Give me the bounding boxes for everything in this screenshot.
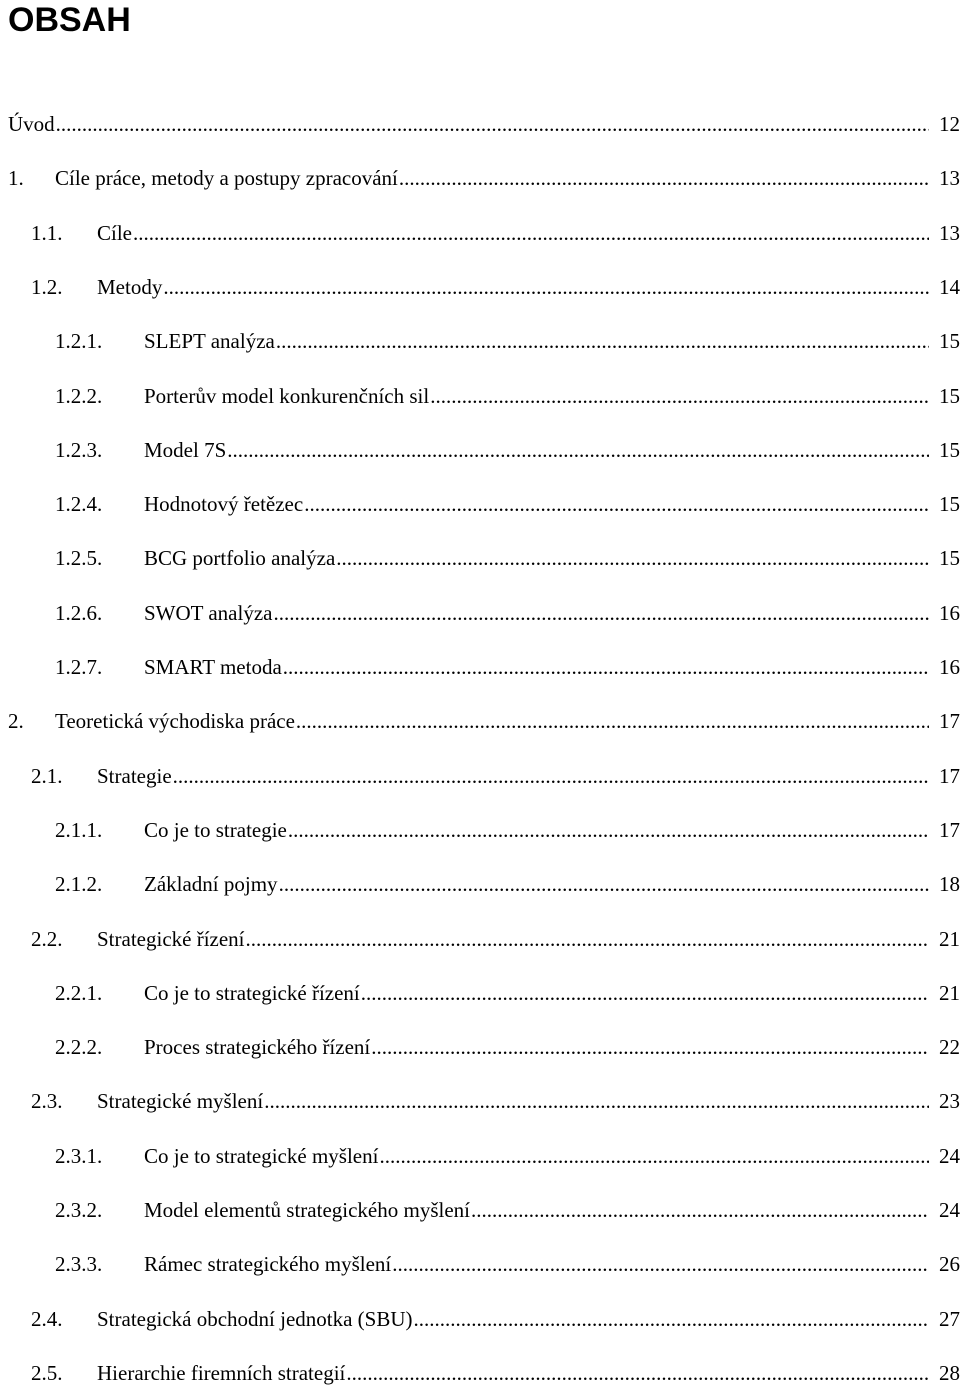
toc-entry-page-number: 15 bbox=[939, 492, 960, 517]
toc-entry-number: 1.2.4. bbox=[55, 492, 103, 517]
toc-entry-page-number: 18 bbox=[939, 872, 960, 897]
toc-entry-number: 1.2.6. bbox=[55, 600, 103, 625]
toc-entry-line bbox=[97, 260, 960, 314]
toc-entry-label: Strategická obchodní jednotka (SBU) bbox=[97, 1306, 413, 1331]
toc-entry-label: Hierarchie firemních strategií bbox=[97, 1360, 346, 1385]
toc-entry-number: 1.2.2. bbox=[55, 383, 103, 408]
toc-entry-line bbox=[55, 151, 960, 205]
toc-entry[interactable] bbox=[0, 912, 960, 966]
dot-leader bbox=[471, 1183, 929, 1237]
dot-leader bbox=[56, 97, 929, 151]
toc-entry[interactable] bbox=[0, 97, 960, 151]
toc-entry-label: Základní pojmy bbox=[144, 872, 278, 897]
toc-entry-number: 1.2.3. bbox=[55, 437, 103, 462]
toc-entry-number: 1. bbox=[8, 166, 24, 191]
toc-entry-line bbox=[144, 531, 960, 585]
toc-entry-label: SMART metoda bbox=[144, 655, 282, 679]
toc-entry-line bbox=[144, 369, 960, 423]
toc-entry-line bbox=[55, 694, 960, 748]
dot-leader bbox=[346, 1346, 929, 1400]
toc-entry-page-number: 23 bbox=[939, 1089, 960, 1114]
dot-leader bbox=[173, 749, 929, 803]
dot-leader bbox=[276, 314, 929, 368]
toc-entry-page-number: 16 bbox=[939, 600, 960, 625]
toc-entry-number: 2.3. bbox=[31, 1089, 63, 1114]
toc-entry-page-number: 17 bbox=[939, 817, 960, 842]
toc-entry[interactable] bbox=[0, 423, 960, 477]
toc-entry-label: SWOT analýza bbox=[144, 600, 273, 625]
toc-entry-number: 2.1.1. bbox=[55, 817, 103, 842]
toc-entry-label: Rámec strategického myšlení bbox=[144, 1252, 392, 1277]
toc-entry-page-number: 26 bbox=[939, 1252, 960, 1277]
toc-entry-number: 2.1.2. bbox=[55, 872, 103, 897]
toc-entry-line bbox=[144, 1020, 960, 1074]
toc-entry-page-number: 15 bbox=[939, 383, 960, 408]
toc-entry-label: Cíle bbox=[97, 220, 132, 245]
toc-entry-number: 2.4. bbox=[31, 1306, 63, 1331]
toc-entry-page-number: 12 bbox=[939, 112, 960, 136]
toc-entry-line bbox=[97, 749, 960, 803]
toc-entry-label: Co je to strategické myšlení bbox=[144, 1143, 379, 1168]
dot-leader bbox=[273, 586, 929, 640]
toc-entry-line bbox=[144, 586, 960, 640]
dot-leader bbox=[336, 531, 929, 585]
toc-entry-line bbox=[97, 206, 960, 260]
toc-entry-number: 2.2.1. bbox=[55, 980, 103, 1005]
toc-entry-number: 2.2.2. bbox=[55, 1035, 103, 1060]
toc-entry-label: Strategické řízení bbox=[97, 926, 245, 951]
toc-entry-line bbox=[144, 314, 960, 368]
toc-entry-line bbox=[144, 803, 960, 857]
toc-entry[interactable] bbox=[0, 586, 960, 640]
dot-leader bbox=[304, 477, 929, 531]
toc-entry[interactable] bbox=[0, 694, 960, 748]
dot-leader bbox=[227, 423, 929, 477]
dot-leader bbox=[279, 857, 929, 911]
toc-entry[interactable] bbox=[0, 1183, 960, 1237]
toc-entry[interactable] bbox=[0, 477, 960, 531]
toc-entry-number: 1.2.7. bbox=[55, 655, 103, 679]
toc-entry[interactable] bbox=[0, 314, 960, 368]
toc-entry-line bbox=[144, 1237, 960, 1291]
toc-entry-number: 1.2. bbox=[31, 274, 63, 299]
toc-entry-label: Co je to strategie bbox=[144, 817, 287, 842]
toc-entry-label: Hodnotový řetězec bbox=[144, 492, 304, 517]
toc-entry[interactable] bbox=[0, 369, 960, 423]
toc-entry-page-number: 21 bbox=[939, 926, 960, 951]
toc-entry-number: 2.5. bbox=[31, 1360, 63, 1385]
toc-entry-number: 1.2.1. bbox=[55, 329, 103, 354]
toc-entry-line bbox=[97, 1346, 960, 1400]
toc-entry-line bbox=[144, 1183, 960, 1237]
toc-entry-page-number: 17 bbox=[939, 763, 960, 788]
toc-entry-number: 1.1. bbox=[31, 220, 63, 245]
toc-entry-number: 2.3.2. bbox=[55, 1198, 103, 1222]
toc-entry-page-number: 24 bbox=[939, 1198, 960, 1222]
toc-entry-label: Model 7S bbox=[144, 437, 227, 462]
toc-entry[interactable] bbox=[0, 206, 960, 260]
toc-entry-line bbox=[97, 1074, 960, 1128]
dot-leader bbox=[371, 1020, 929, 1074]
toc-entry-line bbox=[144, 857, 960, 911]
toc-entry-line bbox=[144, 1129, 960, 1183]
toc-entry[interactable] bbox=[0, 151, 960, 205]
toc-entry-number: 2. bbox=[8, 709, 24, 734]
dot-leader bbox=[392, 1237, 929, 1291]
dot-leader bbox=[414, 1292, 929, 1346]
toc-entry[interactable] bbox=[0, 966, 960, 1020]
toc-entry[interactable] bbox=[0, 1237, 960, 1291]
toc-entry-page-number: 27 bbox=[939, 1306, 960, 1331]
toc-entry-page-number: 13 bbox=[939, 220, 960, 245]
toc-entry[interactable] bbox=[0, 803, 960, 857]
dot-leader bbox=[399, 151, 929, 205]
toc-entry[interactable] bbox=[0, 1020, 960, 1074]
page-title: OBSAH bbox=[8, 1, 131, 39]
toc-entry-number: 2.3.3. bbox=[55, 1252, 103, 1277]
toc-entry-label: Proces strategického řízení bbox=[144, 1035, 371, 1060]
toc-entry-label: SLEPT analýza bbox=[144, 329, 275, 354]
toc-entry[interactable] bbox=[0, 260, 960, 314]
toc-entry[interactable] bbox=[0, 531, 960, 585]
toc-entry-line bbox=[97, 912, 960, 966]
toc-entry-label: Cíle práce, metody a postupy zpracování bbox=[55, 166, 398, 191]
toc-entry-line bbox=[144, 477, 960, 531]
toc-entry-label: Metody bbox=[97, 274, 163, 299]
toc-entry[interactable] bbox=[0, 640, 960, 694]
toc-entry-label: Strategické myšlení bbox=[97, 1089, 264, 1114]
toc-entry-label: Teoretická východiska práce bbox=[55, 709, 295, 734]
toc-entry-number: 2.1. bbox=[31, 763, 63, 788]
toc-entry[interactable] bbox=[0, 1129, 960, 1183]
toc-entry-label: Strategie bbox=[97, 763, 172, 788]
toc-entry-label: Model elementů strategického myšlení bbox=[144, 1198, 470, 1222]
toc-entry-label: Úvod bbox=[8, 112, 55, 136]
toc-entry-page-number: 13 bbox=[939, 166, 960, 191]
dot-leader bbox=[246, 912, 929, 966]
toc-entry-page-number: 15 bbox=[939, 437, 960, 462]
dot-leader bbox=[379, 1129, 929, 1183]
toc-entry[interactable] bbox=[0, 1292, 960, 1346]
toc-entry-line bbox=[97, 1292, 960, 1346]
toc-entry-label: Co je to strategické řízení bbox=[144, 980, 360, 1005]
dot-leader bbox=[430, 369, 929, 423]
toc-entry-page-number: 22 bbox=[939, 1035, 960, 1060]
toc-entry-page-number: 24 bbox=[939, 1143, 960, 1168]
toc-entry-line bbox=[144, 423, 960, 477]
dot-leader bbox=[283, 640, 929, 694]
toc-entry[interactable] bbox=[0, 1074, 960, 1128]
dot-leader bbox=[361, 966, 929, 1020]
toc-entry-number: 2.2. bbox=[31, 926, 63, 951]
toc-entry-line bbox=[144, 966, 960, 1020]
toc-entry-number: 2.3.1. bbox=[55, 1143, 103, 1168]
dot-leader bbox=[163, 260, 929, 314]
dot-leader bbox=[133, 206, 929, 260]
toc-entry[interactable] bbox=[0, 857, 960, 911]
toc-entry-page-number: 17 bbox=[939, 709, 960, 734]
dot-leader bbox=[288, 803, 929, 857]
toc-entry-page-number: 21 bbox=[939, 980, 960, 1005]
toc-entry-label: Porterův model konkurenčních sil bbox=[144, 383, 430, 408]
toc-entry-page-number: 15 bbox=[939, 329, 960, 354]
toc-entry-line bbox=[8, 97, 960, 151]
toc-entry-page-number: 16 bbox=[939, 655, 960, 679]
toc-entry-page-number: 14 bbox=[939, 274, 960, 299]
toc-entry[interactable] bbox=[0, 749, 960, 803]
toc-entry-page-number: 15 bbox=[939, 546, 960, 571]
toc-entry-line bbox=[144, 640, 960, 694]
toc-entry-number: 1.2.5. bbox=[55, 546, 103, 571]
toc-entry-page-number: 28 bbox=[939, 1360, 960, 1385]
dot-leader bbox=[264, 1074, 929, 1128]
dot-leader bbox=[296, 694, 929, 748]
toc-entry[interactable] bbox=[0, 1346, 960, 1400]
toc-entry-label: BCG portfolio analýza bbox=[144, 546, 336, 571]
